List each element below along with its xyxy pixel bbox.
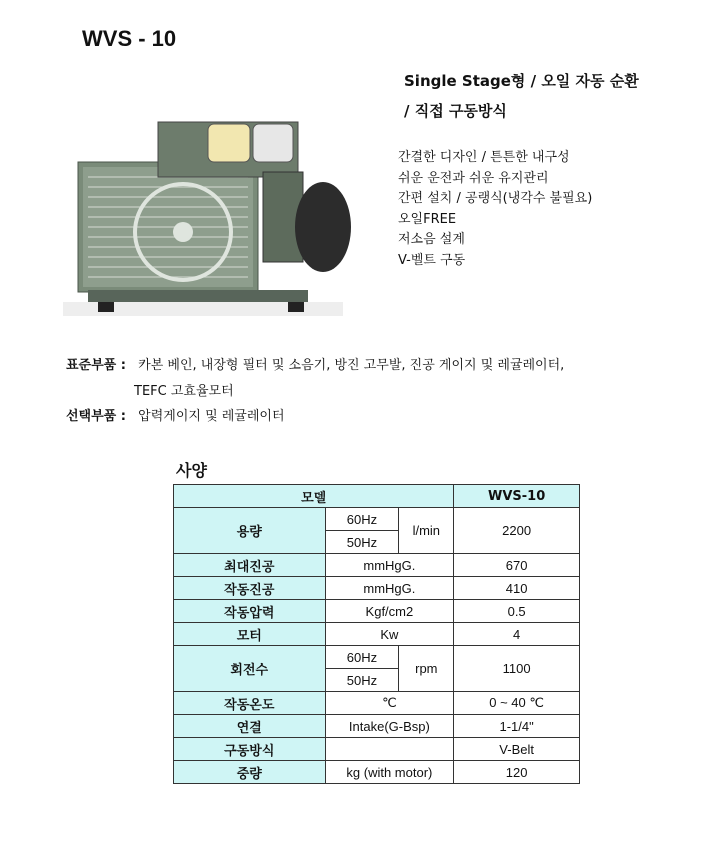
table-row [174,715,580,738]
capacity-50hz: 50Hz [325,531,399,554]
standard-parts-text: 카본 베인, 내장형 필터 및 소음기, 방진 고무발, 진공 게이지 및 레귤레이터, [138,358,565,373]
feature-item: 간편 설치 / 공랭식(냉각수 불필요) [398,191,593,206]
connection-unit: Intake(G-Bsp) [325,715,454,738]
drive-value: V-Belt [454,738,580,761]
op-temp-label: 작동온도 [174,692,326,715]
rpm-label: 회전수 [174,646,326,692]
weight-unit: kg (with motor) [325,761,454,784]
subtitle-line-1: Single Stage형 / 오일 자동 순환 [404,72,639,90]
op-vacuum-label: 작동진공 [174,577,326,600]
drive-label: 구동방식 [174,738,326,761]
table-row [174,577,580,600]
table-row [174,761,580,784]
drive-unit [325,738,454,761]
table-row [174,738,580,761]
product-title: WVS - 10 [82,26,177,51]
optional-parts [66,405,285,424]
vacuum-pump-image [58,92,358,328]
optional-parts-text: 압력게이지 및 레귤레이터 [138,409,285,424]
feature-list [398,148,592,271]
feature-item: 쉬운 운전과 쉬운 유지관리 [398,170,549,186]
capacity-60hz: 60Hz [325,508,399,531]
capacity-label: 용량 [174,508,326,554]
rpm-unit: rpm [399,646,454,692]
feature-item: 간결한 디자인 / 튼튼한 내구성 [398,150,570,165]
table-row [174,508,580,531]
rpm-50hz: 50Hz [325,669,399,692]
weight-value: 120 [454,761,580,784]
op-pressure-label: 작동압력 [174,600,326,623]
model-value: WVS-10 [454,485,580,508]
max-vacuum-label: 최대진공 [174,554,326,577]
standard-parts [66,354,564,373]
weight-label: 중량 [174,761,326,784]
spec-heading: 사양 [176,461,207,480]
spec-table [173,484,580,784]
standard-parts-continued: TEFC 고효율모터 [134,384,234,399]
subtitle-line-2: / 직접 구동방식 [404,102,507,120]
feature-item: 오일FREE [398,211,457,227]
connection-value: 1-1/4" [454,715,580,738]
model-label: 모델 [174,485,454,508]
motor-value: 4 [454,623,580,646]
connection-label: 연결 [174,715,326,738]
op-pressure-unit: Kgf/cm2 [325,600,454,623]
optional-parts-label: 선택부품 : [66,409,126,424]
feature-item: V-벨트 구동 [398,252,466,268]
table-row [174,554,580,577]
table-row [174,646,580,669]
standard-parts-label: 표준부품 : [66,358,126,373]
capacity-unit: l/min [399,508,454,554]
rpm-value: 1100 [454,646,580,692]
op-vacuum-value: 410 [454,577,580,600]
rpm-60hz: 60Hz [325,646,399,669]
table-row [174,600,580,623]
max-vacuum-unit: mmHgG. [325,554,454,577]
feature-item: 저소음 설계 [398,232,465,247]
op-pressure-value: 0.5 [454,600,580,623]
table-row [174,692,580,715]
capacity-value: 2200 [454,508,580,554]
table-row [174,485,580,508]
max-vacuum-value: 670 [454,554,580,577]
op-temp-value: 0 ~ 40 ℃ [454,692,580,715]
op-vacuum-unit: mmHgG. [325,577,454,600]
motor-label: 모터 [174,623,326,646]
op-temp-unit: ℃ [325,692,454,715]
motor-unit: Kw [325,623,454,646]
table-row [174,623,580,646]
